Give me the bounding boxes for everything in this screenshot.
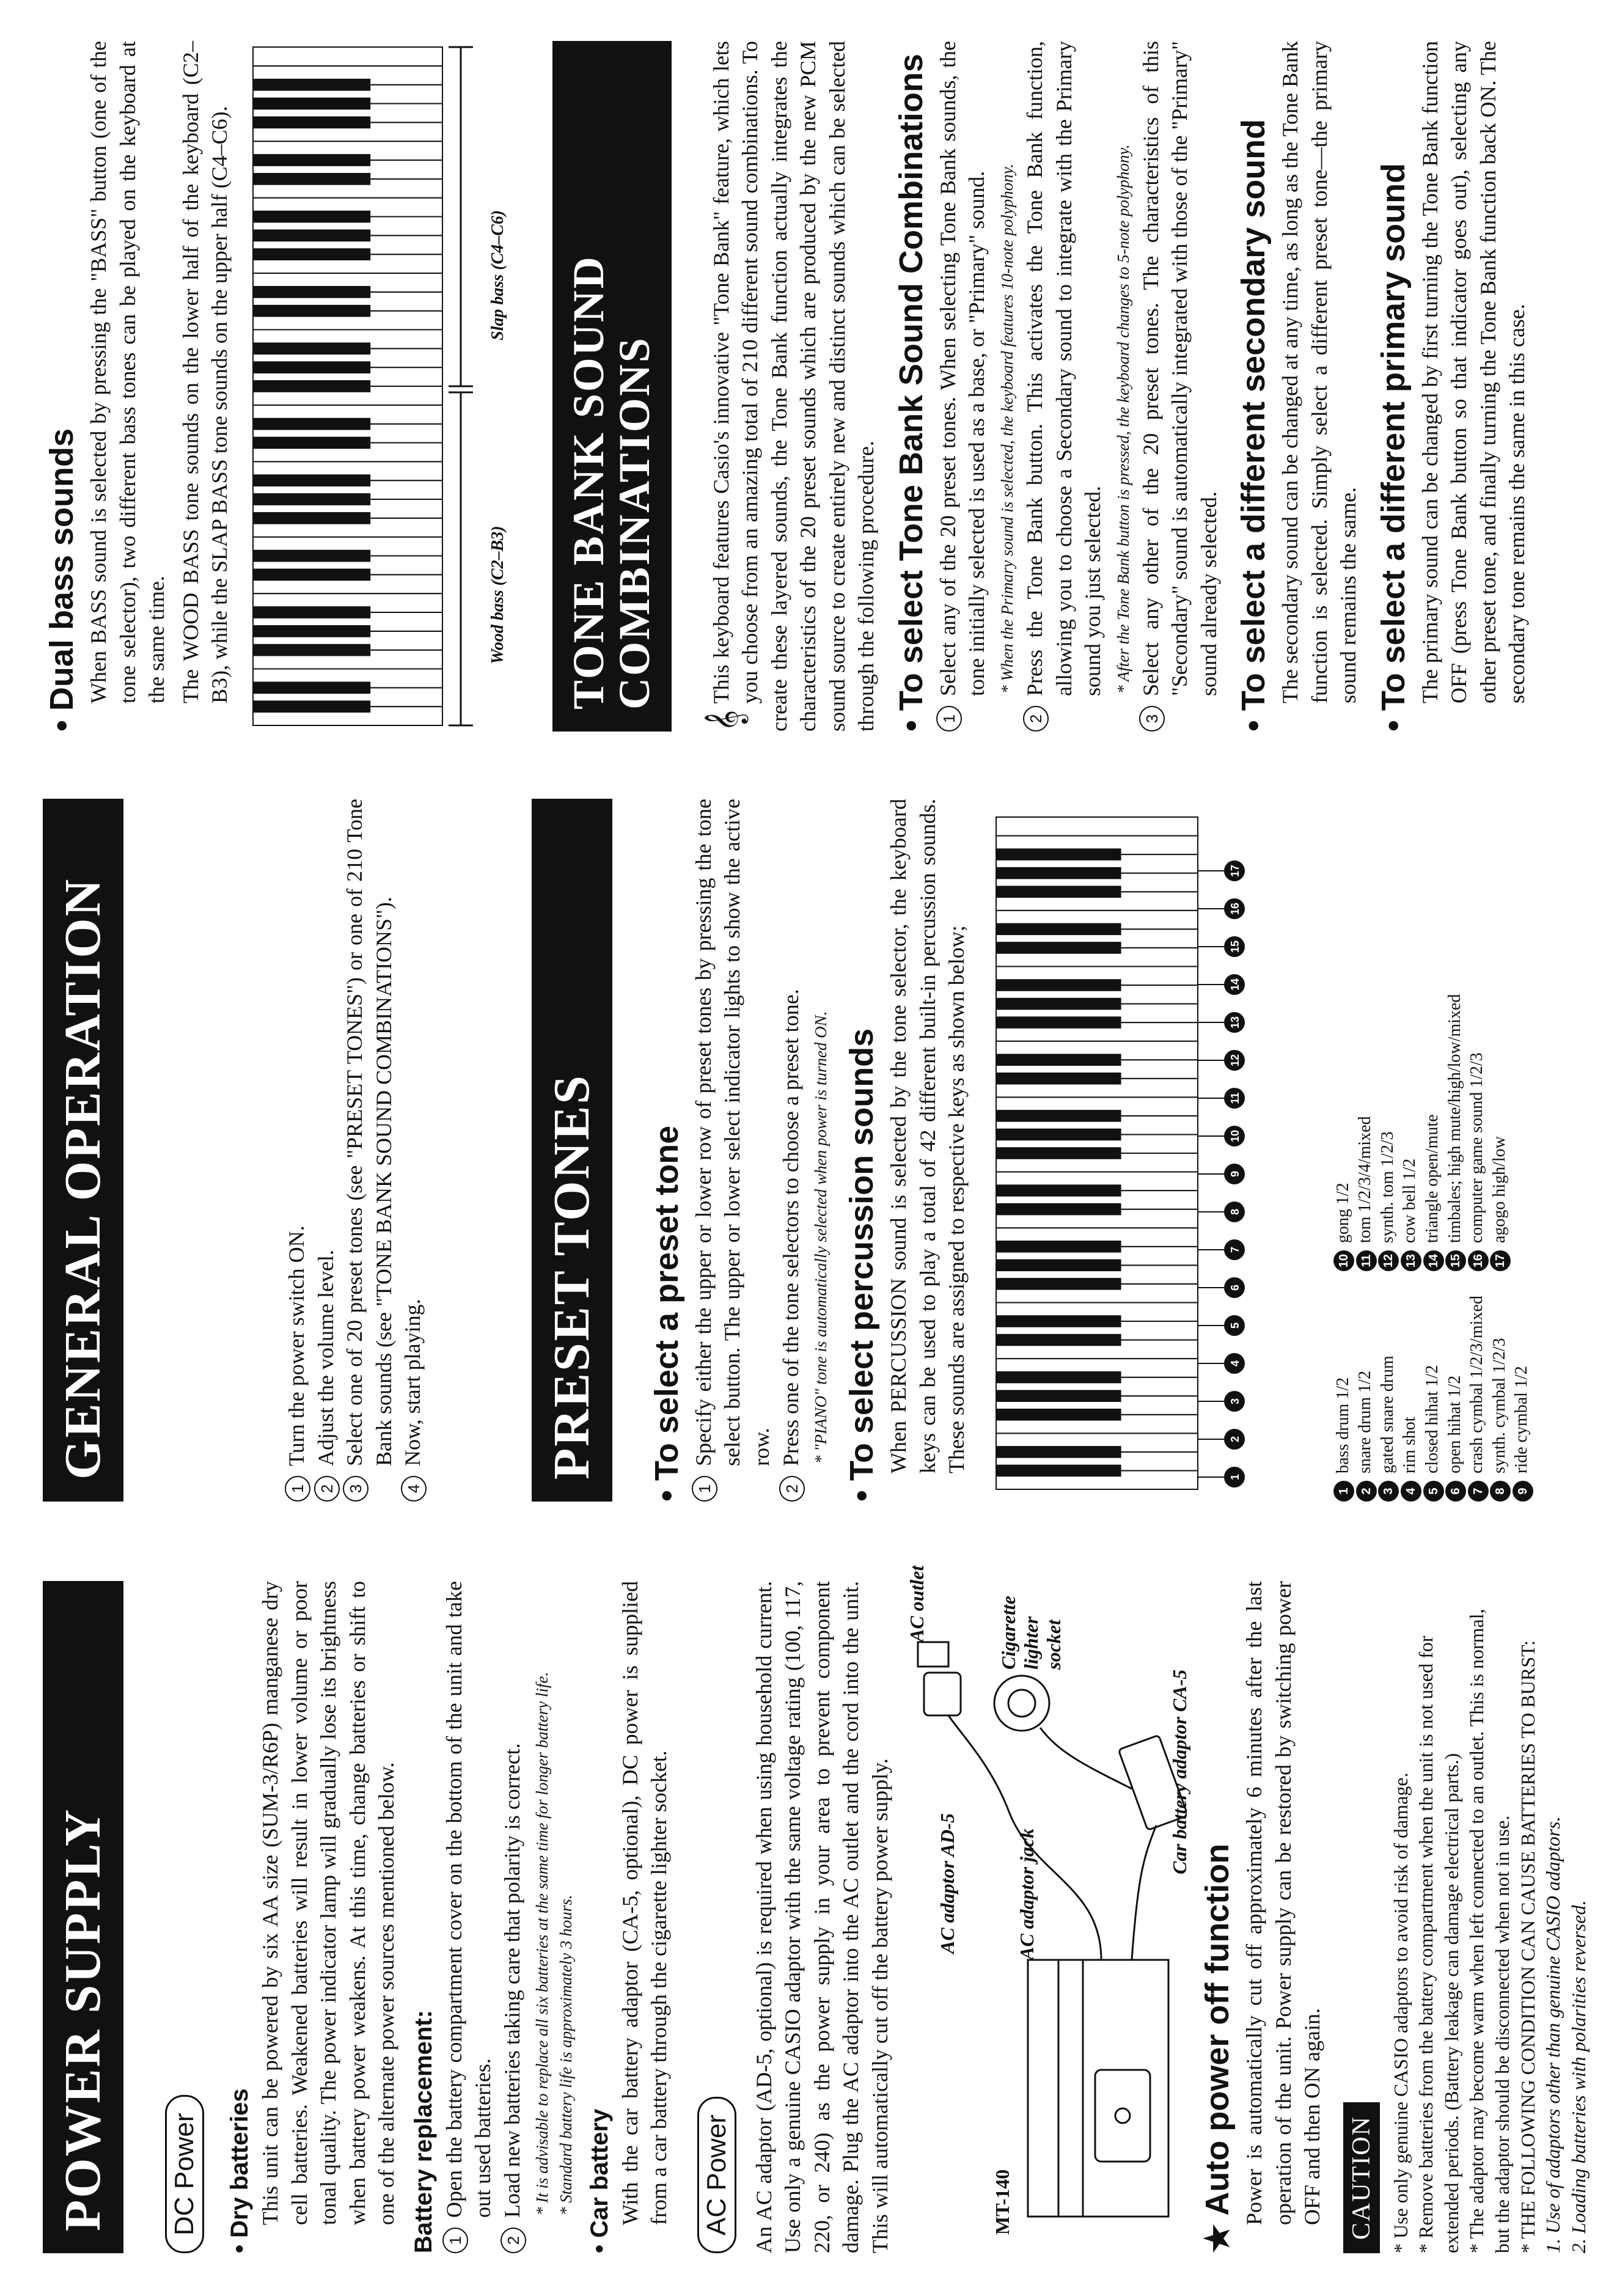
black-key: [253, 361, 370, 373]
burst-condition: 1. Use of adaptors other than genuine CASIO adaptors.: [1542, 1816, 1564, 2253]
operation-steps: [282, 799, 428, 1502]
percussion-name: snare drum 1/2: [1355, 1371, 1375, 1473]
black-key: [253, 211, 370, 223]
black-key: [996, 1390, 1121, 1402]
black-key: [253, 606, 370, 618]
dual-bass-text-2: The WOOD BASS tone sounds on the lower half of the keyboard (C2–B3), while the SLAP BASS tone sounds on the upper half (C4–C6).: [178, 41, 232, 703]
black-key: [253, 681, 370, 694]
preset-select-steps: [689, 799, 805, 1502]
percussion-text: When PERCUSSION sound is selected by the tone selector, the keyboard keys can be used to play a total of 42 different built-in percussion sounds. These sounds are assigned to respective keys as shown below;: [886, 799, 969, 1473]
percussion-list-item: [1377, 1296, 1399, 1502]
ac-adaptor-label: AC adaptor AD-5: [936, 1813, 959, 1954]
black-key: [996, 1465, 1121, 1477]
percussion-name: triangle open/mute: [1422, 1114, 1442, 1244]
black-key: [996, 1147, 1121, 1159]
tone-bank-step: 2 Press the Tone Bank button. This activates the Tone Bank function, allowing you to choose a Secondary sound to integrate with the Primary sound you just selected.: [1021, 41, 1108, 732]
percussion-name: crash cymbal 1/2/3/mixed: [1467, 1296, 1487, 1473]
black-key: [253, 248, 370, 260]
car-battery-heading: • Car battery: [586, 1581, 614, 2253]
percussion-number-badge: 2: [1356, 1481, 1377, 1502]
black-key: [996, 1184, 1121, 1197]
replacement-steps: [440, 1581, 527, 2253]
black-key: [253, 512, 370, 524]
black-key: [996, 979, 1121, 991]
percussion-number-badge: 8: [1490, 1481, 1511, 1502]
percussion-number-badge: 16: [1468, 1250, 1489, 1271]
percussion-name: open hihat 1/2: [1445, 1375, 1464, 1473]
black-key: [996, 1110, 1121, 1122]
dry-batteries-heading: • Dry batteries: [226, 1581, 254, 2253]
percussion-key-number: 10: [1228, 1129, 1241, 1143]
percussion-key-number: 15: [1228, 940, 1241, 953]
black-key: [996, 1371, 1121, 1384]
caution-item: * Use only genuine CASIO adaptors to avoid risk of damage.: [1389, 1772, 1412, 2253]
cigarette-socket-label: Cigarette lighter socket: [997, 1596, 1065, 1670]
percussion-list-item: [1466, 994, 1489, 1272]
black-key: [253, 286, 370, 298]
dc-power-label: DC Power: [165, 2096, 204, 2254]
model-label: MT-140: [991, 2169, 1014, 2235]
black-key: [253, 116, 370, 128]
tone-bank-note: * When the Primary sound is selected, the keyboard features 10-note polyphony.: [997, 41, 1018, 732]
percussion-key-number: 1: [1228, 1473, 1241, 1481]
percussion-key-number: 6: [1228, 1284, 1241, 1291]
percussion-number-badge: 14: [1423, 1250, 1444, 1271]
black-key: [253, 380, 370, 392]
percussion-list-left: [1332, 1296, 1533, 1502]
caution-item: * The adaptor may become warm when left connected to an outlet. This is normal, but the adaptor should be disconnected when not in use.: [1465, 1608, 1514, 2253]
percussion-name: bass drum 1/2: [1333, 1377, 1352, 1473]
black-key: [996, 1278, 1121, 1290]
black-key: [253, 305, 370, 317]
dual-bass-keyboard: [241, 41, 528, 732]
auto-power-text: Power is automatically cut off approximately 6 minutes after the last operation of the unit. Power supply can be restored by switching power OFF and then ON again.: [1242, 1581, 1325, 2225]
percussion-list-item: [1489, 994, 1511, 1272]
black-key: [996, 1241, 1121, 1253]
power-supply-title: POWER SUPPLY: [43, 1581, 123, 2253]
black-key: [996, 1334, 1121, 1346]
percussion-number-badge: 11: [1356, 1250, 1377, 1271]
black-key: [996, 1315, 1121, 1327]
auto-power-heading: ★ Auto power off function: [1198, 1581, 1236, 2253]
black-key: [253, 474, 370, 486]
percussion-list-item: [1444, 994, 1467, 1272]
percussion-key-number: 17: [1228, 864, 1241, 878]
percussion-heading: • To select percussion sounds: [843, 799, 881, 1502]
percussion-list-item: [1377, 994, 1399, 1272]
preset-select-step: 2 Press one of the tone selectors to choose a preset tone.: [777, 799, 806, 1502]
percussion-number-badge: 10: [1333, 1250, 1354, 1271]
black-key: [253, 700, 370, 713]
percussion-list-item: [1444, 1296, 1467, 1502]
dual-bass-text-1: When BASS sound is selected by pressing the "BASS" button (one of the tone selector), two different bass tones can be played on the keyboard at the same time.: [86, 41, 169, 703]
operation-step: 4 Now, start playing.: [398, 799, 428, 1502]
percussion-name: ride cymbal 1/2: [1512, 1366, 1531, 1473]
replacement-step: 2 Load new batteries taking care that polarity is correct.: [498, 1581, 527, 2253]
black-key: [996, 1054, 1121, 1066]
operation-step: 3 Select one of 20 preset tones (see "PRESET TONES") or one of 210 Tone Bank sounds (see "TONE BANK SOUND COMBINATIONS").: [340, 799, 398, 1502]
black-key: [253, 342, 370, 354]
black-key: [996, 886, 1121, 898]
percussion-list-item: [1332, 994, 1355, 1272]
caution-item: * Remove batteries from the battery compartment when the unit is not used for extended periods. (Battery leakage can damage electrical parts.): [1415, 1635, 1462, 2253]
preset-tones-title: PRESET TONES: [532, 799, 612, 1502]
replacement-step: 1 Open the battery compartment cover on the bottom of the unit and take out used batteries.: [440, 1581, 498, 2253]
percussion-key-number: 12: [1228, 1054, 1241, 1067]
dual-bass-keyboard-drawing: [241, 41, 528, 732]
preset-select-step: 1 Specify either the upper or lower row of preset tones by pressing the tone select button. The upper or lower select indicator lights to show the active row.: [689, 799, 777, 1502]
black-key: [996, 1446, 1121, 1458]
percussion-list-item: [1399, 994, 1421, 1272]
percussion-name: tom 1/2/3/4/mixed: [1355, 1116, 1375, 1244]
primary-text: The primary sound can be changed by first turning the Tone Bank function OFF (press Tone Bank button so that indicator goes out), selecting any other preset tone, and finally turning the Tone Bank function back ON. The secondary tone remains the same in this case.: [1417, 41, 1530, 703]
black-key: [996, 1409, 1121, 1421]
percussion-list-item: [1399, 1296, 1421, 1502]
percussion-list-item: [1489, 1296, 1511, 1502]
tone-bank-steps: [934, 41, 992, 732]
percussion-key-number: 16: [1228, 902, 1241, 915]
secondary-text: The secondary sound can be changed at any time, as long as the Tone Bank function is selected. Simply select a different preset tone—the primary sound remains the same.: [1278, 41, 1361, 703]
percussion-number-badge: 1: [1333, 1481, 1354, 1502]
tone-bank-steps: [1137, 41, 1224, 732]
treble-clef-icon: 𝄞: [705, 710, 746, 732]
battery-replacement-heading: Battery replacement:: [409, 2010, 437, 2253]
percussion-number-badge: 5: [1423, 1481, 1444, 1502]
black-key: [253, 568, 370, 581]
black-key: [253, 173, 370, 185]
percussion-list: [1332, 799, 1533, 1502]
white-key: [996, 817, 1198, 836]
slap-bass-label: Slap bass (C4–C6): [488, 210, 507, 340]
dry-batteries-text: This unit can be powered by six AA size (SUM-3/R6P) manganese dry cell batteries. Weakened batteries will result in lower volume or poor tonal quality. The power indicator lamp will gradually lose its brightness when battery power weakens. At this time, change batteries or shift to one of the alternate power sources mentioned below.: [258, 1581, 399, 2225]
percussion-number-badge: 3: [1378, 1481, 1399, 1502]
percussion-number-badge: 13: [1401, 1250, 1421, 1271]
replacement-note: * Standard battery life is approximately 3 hours.: [556, 1581, 577, 2253]
tone-bank-note: * After the Tone Bank button is pressed, the keyboard changes to 5-note polyphony.: [1113, 41, 1134, 732]
black-key: [996, 1016, 1121, 1029]
percussion-number-badge: 6: [1445, 1481, 1466, 1502]
dual-bass-heading: • Dual bass sounds: [43, 41, 81, 732]
caution-list: [1388, 1581, 1592, 2253]
operation-step: 1 Turn the power switch ON.: [282, 799, 312, 1502]
black-key: [253, 154, 370, 166]
percussion-name: closed hihat 1/2: [1422, 1365, 1442, 1473]
black-key: [253, 493, 370, 505]
ac-power-label: AC Power: [697, 2097, 736, 2253]
percussion-list-item: [1332, 1296, 1355, 1502]
percussion-name: cow bell 1/2: [1400, 1158, 1420, 1244]
percussion-list-item: [1354, 994, 1377, 1272]
percussion-name: computer game sound 1/2/3: [1467, 1052, 1487, 1244]
percussion-key-number: 5: [1228, 1322, 1241, 1329]
percussion-key-number: 3: [1228, 1398, 1241, 1405]
tone-bank-title: TONE BANK SOUND COMBINATIONS: [552, 41, 672, 732]
black-key: [996, 998, 1121, 1010]
black-key: [996, 1129, 1121, 1141]
black-key: [253, 98, 370, 110]
percussion-name: gated snare drum: [1377, 1355, 1397, 1473]
car-adaptor-label: Car battery adaptor CA-5: [1168, 1669, 1191, 1874]
percussion-number-badge: 17: [1490, 1250, 1511, 1271]
secondary-heading: • To select a different secondary sound: [1234, 41, 1272, 732]
ac-adaptor-jack-label: AC adaptor jack: [1016, 1828, 1038, 1960]
tone-bank-select-heading: • To select Tone Bank Sound Combinations: [892, 41, 930, 732]
tone-bank-step: 3 Select any other of the 20 preset tones. The characteristics of this "Secondary" sound is automatically integrated with those of the "Primary" sound already selected.: [1137, 41, 1224, 732]
percussion-key-number: 4: [1228, 1360, 1241, 1367]
burst-condition: 2. Loading batteries with polarities reversed.: [1567, 1900, 1590, 2253]
percussion-key-number: 9: [1228, 1170, 1241, 1178]
percussion-list-item: [1421, 994, 1444, 1272]
percussion-key-number: 2: [1228, 1436, 1241, 1443]
percussion-keyboard: [978, 799, 1320, 1502]
primary-heading: • To select a different primary sound: [1374, 41, 1412, 732]
tone-bank-step: 1 Select any of the 20 preset tones. When selecting Tone Bank sounds, the tone initially selected is used as a base, or "Primary" sound.: [934, 41, 992, 732]
black-key: [996, 1260, 1121, 1272]
black-key: [253, 625, 370, 637]
caution-item: * THE FOLLOWING CONDITION CAN CAUSE BATTERIES TO BURST:: [1516, 1640, 1539, 2253]
wood-bass-label: Wood bass (C2–B3): [488, 526, 507, 664]
percussion-name: synth. cymbal 1/2/3: [1489, 1338, 1509, 1473]
percussion-number-badge: 15: [1445, 1250, 1466, 1271]
percussion-name: synth. tom 1/2/3: [1377, 1131, 1397, 1244]
black-key: [996, 942, 1121, 954]
percussion-key-number: 8: [1228, 1208, 1241, 1216]
black-key: [996, 1203, 1121, 1216]
tone-bank-steps: [1021, 41, 1108, 732]
tone-bank-intro: This keyboard features Casio's innovative "Tone Bank" feature, which lets you choose from an amazing total of 210 different sound combinations. To create these layered sounds, the Tone Bank function actually integrates the characteristics of the 20 preset sounds which are produced by the new PCM sound source to create entirely new and distinct sounds which can be selected through the following procedure.: [708, 41, 879, 732]
percussion-name: gong 1/2: [1333, 1183, 1352, 1244]
percussion-number-badge: 4: [1401, 1481, 1421, 1502]
preset-note: * "PIANO" tone is automatically selected when power is turned ON.: [810, 799, 832, 1502]
percussion-list-item: [1354, 1296, 1377, 1502]
percussion-number-badge: 7: [1468, 1481, 1489, 1502]
black-key: [253, 550, 370, 562]
black-key: [253, 644, 370, 656]
operation-step: 2 Adjust the volume level.: [312, 799, 341, 1502]
percussion-list-right: [1332, 994, 1533, 1272]
percussion-key-number: 11: [1228, 1092, 1241, 1104]
tone-bank-column: [43, 41, 1589, 732]
percussion-key-number: 7: [1228, 1246, 1241, 1253]
adaptor-diagram: [900, 1565, 1191, 2253]
black-key: [253, 437, 370, 449]
operation-column: [43, 799, 1589, 1502]
percussion-key-number: 14: [1228, 978, 1241, 991]
select-preset-heading: • To select a preset tone: [648, 799, 686, 1502]
ac-power-text: An AC adaptor (AD-5, optional) is required when using household current. Use only a genuine CASIO adaptor with the same voltage rating (100, 117, 220, or 240) as the power supply in your area to prevent component damage. Plug the AC adaptor into the AC outlet and the cord into the unit. This will automatically cut off the battery power supply.: [751, 1581, 892, 2253]
percussion-name: agogo high/low: [1489, 1136, 1509, 1244]
white-key: [253, 47, 442, 66]
replacement-note: * It is advisable to replace all six batteries at the same time for longer battery life.: [532, 1581, 553, 2253]
percussion-keyboard-drawing: [978, 799, 1320, 1502]
power-supply-column: [43, 1565, 1590, 2253]
black-key: [996, 848, 1121, 860]
car-battery-text: With the car battery adaptor (CA-5, optional), DC power is supplied from a car battery through the cigarette lighter socket.: [617, 1581, 672, 2225]
black-key: [996, 923, 1121, 936]
percussion-number-badge: 9: [1513, 1481, 1533, 1502]
percussion-key-number: 13: [1228, 1016, 1241, 1029]
black-key: [253, 229, 370, 241]
black-key: [253, 79, 370, 91]
ac-outlet-label: AC outlet: [906, 1565, 928, 1642]
black-key: [996, 1073, 1121, 1085]
percussion-name: rim shot: [1400, 1417, 1420, 1473]
percussion-list-item: [1511, 1296, 1533, 1502]
percussion-name: timbales; high mute/high/low/mixed: [1445, 994, 1464, 1244]
percussion-list-item: [1421, 1296, 1444, 1502]
black-key: [996, 867, 1121, 879]
general-operation-title: GENERAL OPERATION: [43, 799, 123, 1502]
percussion-list-item: [1466, 1296, 1489, 1502]
percussion-number-badge: 12: [1378, 1250, 1399, 1271]
caution-label: CAUTION: [1343, 2102, 1380, 2253]
black-key: [253, 418, 370, 430]
